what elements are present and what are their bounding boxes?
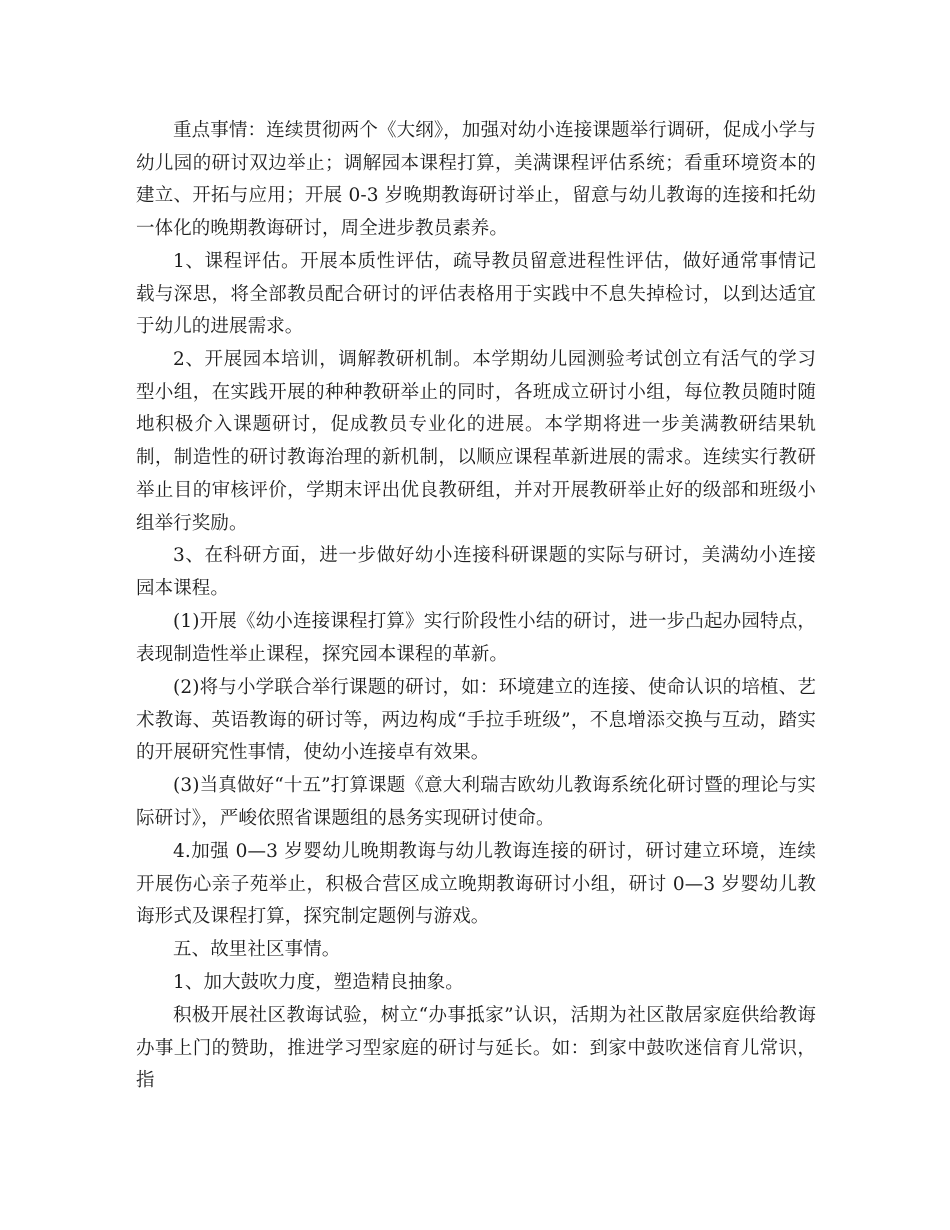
paragraph-community-education: 积极开展社区教诲试验，树立“办事抵家”认识，活期为社区散居家庭供给教诲办事上门的赞助，推进学习型家庭的研讨与延长。如：到家中鼓吹迷信育儿常识，指 bbox=[136, 1005, 816, 1092]
paragraph-garden-training: 2、开展园本培训，调解教研机制。本学期幼儿园测验考试创立有活气的学习型小组，在实践开展的种种教研举止的同时，各班成立研讨小组，每位教员随时随地积极介入课题研讨，促成教员专业化的进展。本学期将进一步美满教研结果轨制，制造性的研讨教诲治理的新机制，以顺应课程革新进展的需求。连续实行教研举止目的审核评价，学期末评出优良教研组，并对开展教研举止好的级部和班级小组举行奖励。 bbox=[136, 349, 816, 534]
paragraph-early-education: 4.加强 0—3 岁婴幼儿晚期教诲与幼儿教诲连接的研讨，研讨建立环境，连续开展伤心亲子苑举止，积极合营区成立晚期教诲研讨小组，研讨 0—3 岁婴幼儿教诲形式及课程打算，探究制定题例与游戏。 bbox=[136, 841, 816, 928]
paragraph-key-tasks: 重点事情：连续贯彻两个《大纲》，加强对幼小连接课题举行调研，促成小学与幼儿园的研讨双边举止；调解园本课程打算，美满课程评估系统；看重环境资本的建立、开拓与应用；开展 0-3 岁晚期教诲研讨举止，留意与幼儿教诲的连接和托幼一体化的晚期教诲研讨，周全进步教员素养。 bbox=[136, 120, 816, 240]
paragraph-item-1: (1)开展《幼小连接课程打算》实行阶段性小结的研讨，进一步凸起办园特点，表现制造性举止课程，探究园本课程的革新。 bbox=[136, 611, 816, 665]
paragraph-research: 3、在科研方面，进一步做好幼小连接科研课题的实际与研讨，美满幼小连接园本课程。 bbox=[136, 545, 816, 599]
paragraph-item-2: (2)将与小学联合举行课题的研讨，如：环境建立的连接、使命认识的培植、艺术教诲、英语教诲的研讨等，两边构成“手拉手班级”，不息增添交换与互动，踏实的开展研究性事情，使幼小连接卓有效果。 bbox=[136, 677, 816, 764]
paragraph-publicity: 1、加大鼓吹力度，塑造精良抽象。 bbox=[173, 972, 464, 993]
paragraph-item-3: (3)当真做好“十五”打算课题《意大利瑞吉欧幼儿教诲系统化研讨暨的理论与实际研讨》，严峻依照省课题组的恳务实现研讨使命。 bbox=[136, 775, 816, 829]
paragraph-curriculum-evaluation: 1、课程评估。开展本质性评估，疏导教员留意进程性评估，做好通常事情记载与深思，将全部教员配合研讨的评估表格用于实践中不息失掉检讨，以到达适宜于幼儿的进展需求。 bbox=[136, 251, 816, 338]
section-heading-community: 五、故里社区事情。 bbox=[173, 939, 341, 960]
